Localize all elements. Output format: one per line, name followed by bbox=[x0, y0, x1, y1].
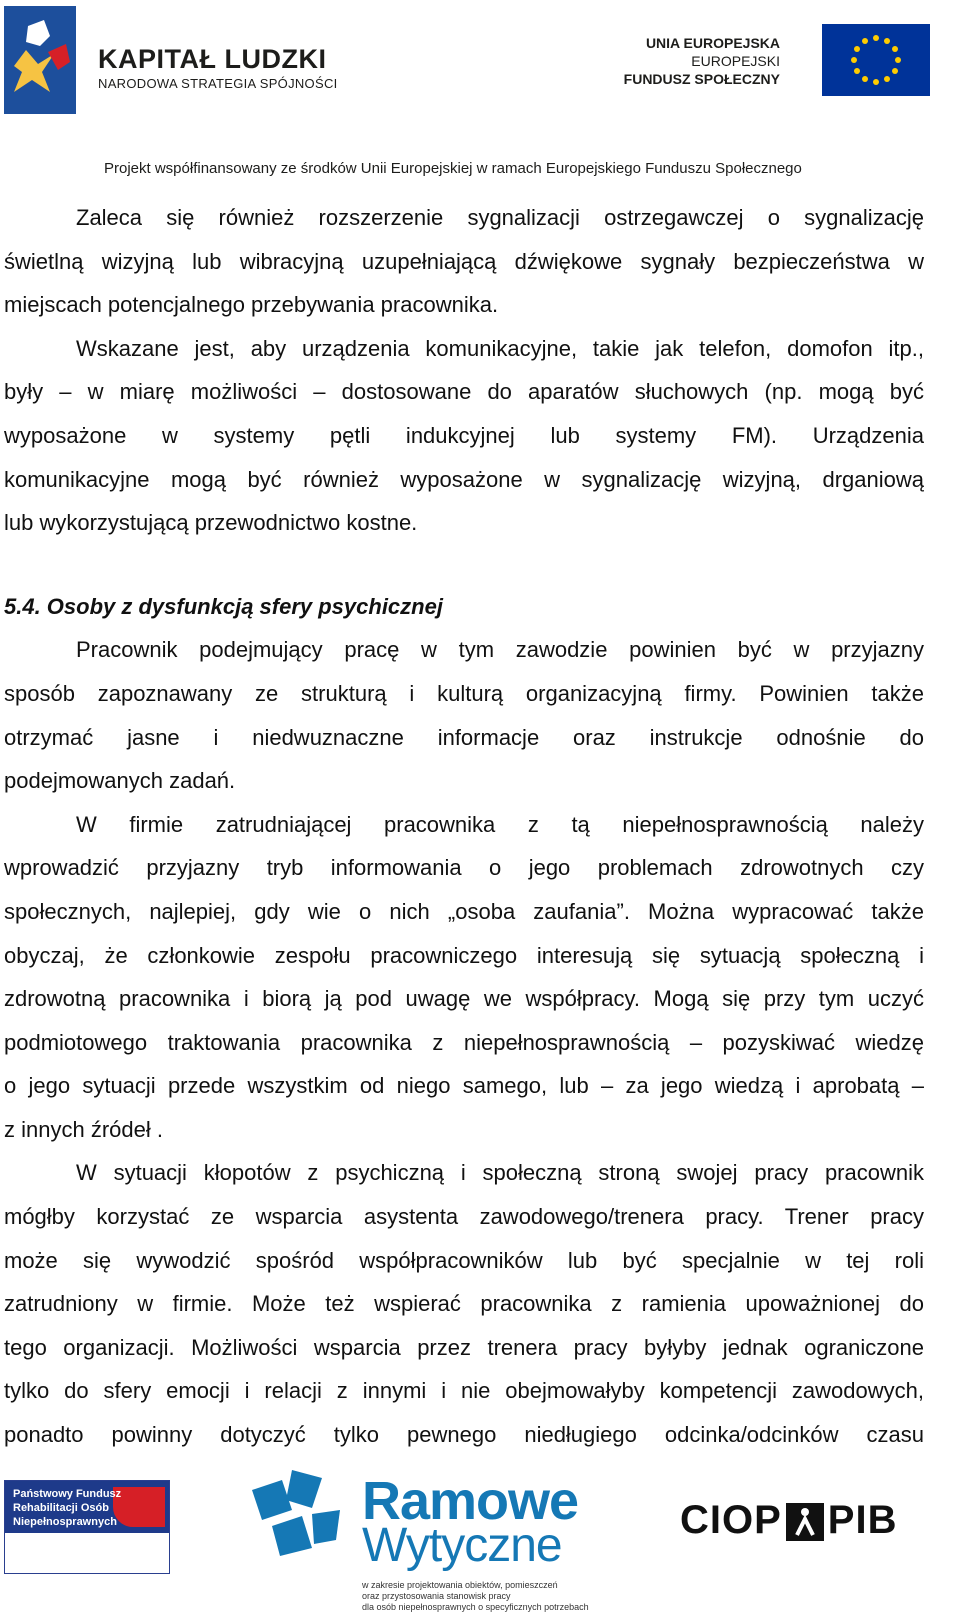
text-line: społecznych, najlepiej, gdy wie o nich „osoba zaufania”. Można wypracować także bbox=[4, 898, 924, 924]
kapital-ludzki-logo-icon bbox=[4, 6, 76, 114]
text-line: zatrudniony w firmie. Może też wspierać pracownika z ramienia upoważnionej do bbox=[4, 1291, 924, 1317]
text-line: podejmowanych zadań. bbox=[4, 768, 236, 794]
text-line: Zaleca się również rozszerzenie sygnalizacji ostrzegawczej o sygnalizację bbox=[76, 205, 924, 230]
text-line: o jego sytuacji przede wszystkim od niego samego, lub – za jego wiedzą i aprobatą – bbox=[4, 1073, 924, 1099]
eu-label-line3: FUNDUSZ SPOŁECZNY bbox=[623, 71, 780, 87]
pfron-line3: Niepełnosprawnych bbox=[13, 1516, 117, 1528]
text-line: W sytuacji kłopotów z psychiczną i społeczną stroną swojej pracy pracownik bbox=[76, 1160, 924, 1186]
project-cofinancing-line: Projekt współfinansowany ze środków Unii Europejskiej w ramach Europejskiego Funduszu Społecznego bbox=[104, 160, 802, 177]
text-line: świetlną wizyjną lub wibracyjną uzupełniającą dźwiękowe sygnały bezpieczeństwa w bbox=[4, 248, 924, 274]
text-line: ponadto powinny dotyczyć tylko pewnego niedługiego odcinka/odcinków czasu bbox=[4, 1422, 924, 1448]
document-body bbox=[4, 196, 924, 1457]
text-line: mógłby korzystać ze wsparcia asystenta zawodowego/trenera pracy. Trener pracy bbox=[4, 1204, 924, 1230]
kapital-ludzki-subtitle: NARODOWA STRATEGIA SPÓJNOŚCI bbox=[98, 76, 338, 91]
ciop-pib-logo bbox=[680, 1498, 897, 1543]
page-footer bbox=[0, 1470, 960, 1620]
text-line: otrzymać jasne i niedwuznaczne informacje oraz instrukcje odnośnie do bbox=[4, 724, 924, 750]
wytyczne-subtitle: Wytyczne bbox=[362, 1519, 562, 1572]
page-header bbox=[0, 0, 960, 180]
pfron-line2: Rehabilitacji Osób bbox=[13, 1502, 109, 1514]
text-line: Wskazane jest, aby urządzenia komunikacyjne, takie jak telefon, domofon itp., bbox=[76, 335, 924, 361]
text-line: sposób zapoznawany ze strukturą i kulturą organizacyjną firmy. Powinien także bbox=[4, 680, 924, 706]
ramowe-wytyczne-mark-icon bbox=[252, 1470, 340, 1558]
text-line: obyczaj, że członkowie zespołu pracowniczego interesują się sytuacją społeczną i bbox=[4, 942, 924, 968]
ramowe-title: Ramowe bbox=[362, 1471, 579, 1531]
text-line: może się wywodzić spośród współpracowników lub być specjalnie w tej roli bbox=[4, 1247, 924, 1273]
caption-line3: dla osób niepełnosprawnych o specyficznych potrzebach bbox=[362, 1602, 589, 1612]
text-line: podmiotowego traktowania pracownika z niepełnosprawnością – pozyskiwać wiedzę bbox=[4, 1029, 924, 1055]
text-line: W firmie zatrudniającej pracownika z tą niepełnosprawnością należy bbox=[76, 811, 924, 837]
text-line: tylko do sfery emocji i relacji z innymi i nie obejmowałyby kompetencji zawodowych, bbox=[4, 1378, 924, 1404]
caption-line2: oraz przystosowania stanowisk pracy bbox=[362, 1591, 511, 1601]
kapital-ludzki-title: KAPITAŁ LUDZKI bbox=[98, 44, 327, 74]
text-line: tego organizacji. Możliwości wsparcia przez trenera pracy byłyby jednak ograniczone bbox=[4, 1334, 924, 1360]
pfron-text bbox=[13, 1487, 121, 1529]
text-line: lub wykorzystującą przewodnictwo kostne. bbox=[4, 510, 418, 536]
caption-line1: w zakresie projektowania obiektów, pomieszczeń bbox=[362, 1580, 558, 1590]
text-line: wyposażone w systemy pętli indukcyjnej lub systemy FM). Urządzenia bbox=[4, 422, 924, 448]
text-line: miejscach potencjalnego przebywania pracownika. bbox=[4, 292, 499, 318]
text-line: wprowadzić przyjazny tryb informowania o jego problemach zdrowotnych czy bbox=[4, 855, 924, 881]
pib-text: PIB bbox=[827, 1498, 898, 1542]
ciop-text: CIOP bbox=[680, 1498, 782, 1542]
section-heading: 5.4. Osoby z dysfunkcją sfery psychicznej bbox=[4, 593, 443, 619]
text-line: Pracownik podejmujący pracę w tym zawodzie powinien być w przyjazny bbox=[76, 637, 924, 663]
eu-label bbox=[624, 34, 780, 88]
ramowe-wytyczne-caption bbox=[362, 1580, 589, 1613]
eu-label-line2: EUROPEJSKI bbox=[691, 53, 780, 69]
person-icon bbox=[786, 1503, 824, 1541]
pfron-logo bbox=[4, 1480, 170, 1574]
text-line: komunikacyjne mogą być również wyposażone w sygnalizację wizyjną, drganiową bbox=[4, 466, 924, 492]
spacer bbox=[4, 545, 924, 585]
text-line: z innych źródeł . bbox=[4, 1116, 163, 1142]
eu-flag-icon bbox=[822, 24, 930, 96]
text-line: zdrowotną pracownika i biorą ją pod uwagę we współpracy. Mogą się przy tym uczyć bbox=[4, 986, 924, 1012]
pfron-line1: Państwowy Fundusz bbox=[13, 1488, 122, 1500]
eu-label-line1: UNIA EUROPEJSKA bbox=[645, 35, 780, 51]
text-line: były – w miarę możliwości – dostosowane do aparatów słuchowych (np. mogą być bbox=[4, 379, 924, 405]
